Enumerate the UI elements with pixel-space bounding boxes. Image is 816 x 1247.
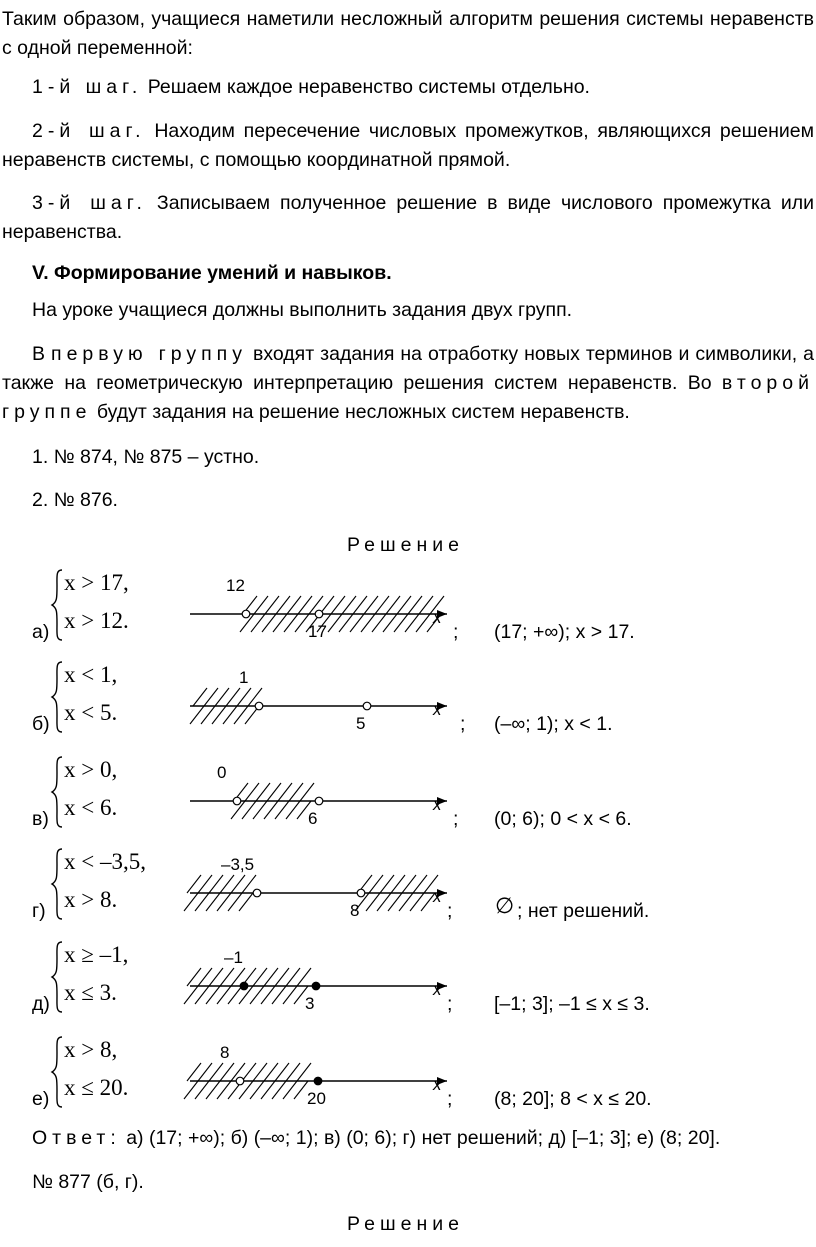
hatch-mark	[250, 986, 264, 1004]
point-b-label: 5	[356, 714, 366, 733]
inequality-second: x > 12.	[64, 608, 129, 633]
hatch-mark	[206, 1081, 220, 1099]
hatch-mark	[353, 596, 367, 614]
hatch-mark	[242, 801, 256, 819]
answer-line	[32, 1124, 720, 1153]
item-3: № 877 (б, г).	[32, 1171, 144, 1193]
section-title: V. Формирование умений и навыков.	[32, 262, 392, 284]
separator: ;	[453, 621, 459, 643]
hatch-mark	[377, 893, 391, 911]
hatch-mark	[242, 1063, 256, 1081]
hatch-mark	[234, 706, 248, 724]
hatch-mark	[184, 893, 198, 911]
groups-second: второй группе	[2, 372, 814, 423]
hatch-mark	[264, 1063, 278, 1081]
hatch-mark	[250, 1081, 264, 1099]
hatch-mark	[397, 596, 411, 614]
point-b-marker	[312, 982, 320, 990]
step-2-text: Находим пересечение числовых промежутков, являющихся решением неравенств системы, с помощью координатной прямой.	[2, 120, 814, 171]
hatch-mark	[408, 596, 422, 614]
point-a-marker	[233, 797, 241, 805]
inequality-second: x ≤ 20.	[64, 1075, 129, 1100]
hatch-mark	[287, 596, 301, 614]
hatch-mark	[286, 968, 300, 986]
point-a-marker	[253, 889, 261, 897]
hatch-mark	[375, 596, 389, 614]
hatch-mark	[342, 596, 356, 614]
hatch-mark	[391, 875, 405, 893]
hatch-mark	[245, 783, 259, 801]
item-2: 2. № 876.	[32, 489, 118, 511]
hatch-mark	[328, 614, 342, 632]
hatch-mark	[399, 893, 413, 911]
hatch-mark	[286, 1063, 300, 1081]
hatch-mark	[195, 1081, 209, 1099]
system-answer: ; нет решений.	[517, 900, 650, 922]
hatch-mark	[297, 1063, 311, 1081]
hatch-mark	[253, 1063, 267, 1081]
hatch-mark	[220, 1063, 234, 1081]
hatch-mark	[228, 893, 242, 911]
hatch-mark	[254, 596, 268, 614]
hatch-mark	[193, 688, 207, 706]
hatch-mark	[253, 801, 267, 819]
hatch-mark	[405, 614, 419, 632]
hatch-mark	[253, 968, 267, 986]
system-answer: (17; +∞); x > 17.	[494, 621, 635, 643]
hatch-mark	[198, 875, 212, 893]
hatch-mark	[361, 614, 375, 632]
hatch-mark	[237, 688, 251, 706]
hatch-mark	[264, 801, 278, 819]
step-1	[2, 73, 814, 102]
hatch-mark	[187, 1063, 201, 1081]
hatch-mark	[275, 801, 289, 819]
axis-variable-label: x	[433, 887, 442, 906]
hatch-mark	[226, 688, 240, 706]
hatch-mark	[416, 614, 430, 632]
solution-heading: Решение	[347, 534, 464, 556]
hatch-mark	[209, 1063, 223, 1081]
hatch-mark	[267, 783, 281, 801]
hatch-mark	[286, 801, 300, 819]
inequality-second: x > 8.	[64, 887, 118, 912]
hatch-mark	[283, 986, 297, 1004]
inequality-first: x < –3,5,	[64, 849, 146, 874]
hatch-mark	[331, 596, 345, 614]
groups-text-b: входят задания на отработку новых терминов и символики, а также на геометрическую интерпретацию решения систем неравенств. Во	[2, 343, 815, 394]
axis-variable-label: x	[433, 700, 442, 719]
point-a-label: –3,5	[221, 855, 255, 874]
hatch-mark	[402, 875, 416, 893]
hatch-mark	[275, 1063, 289, 1081]
separator: ;	[460, 713, 466, 735]
hatch-mark	[187, 875, 201, 893]
hatch-mark	[394, 614, 408, 632]
hatch-mark	[220, 968, 234, 986]
number-line	[180, 950, 460, 1022]
hatch-mark	[278, 783, 292, 801]
groups-text-a: В	[32, 343, 52, 365]
point-b-label: 6	[308, 809, 318, 828]
point-a-label: 12	[226, 576, 245, 595]
point-b-marker	[357, 889, 365, 897]
hatch-mark	[217, 1081, 231, 1099]
answer-label: Ответ:	[32, 1127, 121, 1149]
system-label: е)	[32, 1088, 50, 1110]
hatch-mark	[209, 968, 223, 986]
hatch-mark	[386, 596, 400, 614]
inequality-second: x < 6.	[64, 795, 118, 820]
point-b-label: 17	[308, 622, 327, 641]
hatch-mark	[369, 875, 383, 893]
point-b-label: 8	[350, 901, 360, 920]
hatch-mark	[295, 614, 309, 632]
separator: ;	[447, 993, 453, 1015]
hatch-mark	[366, 893, 380, 911]
step-1-text: Решаем каждое неравенство системы отдельно.	[142, 76, 590, 98]
hatch-mark	[372, 614, 386, 632]
hatch-mark	[184, 1081, 198, 1099]
point-a-marker	[255, 702, 263, 710]
solution-heading-2: Решение	[347, 1213, 464, 1235]
inequality-first: x > 0,	[64, 757, 118, 782]
system-answer: [–1; 3]; –1 ≤ x ≤ 3.	[494, 993, 650, 1015]
inequality-second: x < 5.	[64, 700, 118, 725]
hatch-mark	[284, 614, 298, 632]
hatch-mark	[272, 1081, 286, 1099]
item-1: 1. № 874, № 875 – устно.	[32, 446, 260, 468]
hatch-mark	[251, 614, 265, 632]
hatch-mark	[261, 1081, 275, 1099]
paragraph-algorithm: Таким образом, учащиеся наметили несложный алгоритм решения системы неравенств с одной переменной:	[2, 8, 814, 59]
system-label: б)	[32, 713, 50, 735]
system-label: в)	[32, 808, 49, 830]
step-3-text: Записываем полученное решение в виде числового промежутка или неравенства.	[2, 192, 814, 243]
groups-text-c: будут задания на решение несложных систем неравенств.	[91, 401, 630, 423]
point-a-marker	[236, 1077, 244, 1085]
hatch-mark	[209, 875, 223, 893]
hatch-mark	[410, 893, 424, 911]
hatch-mark	[195, 986, 209, 1004]
separator: ;	[447, 1088, 453, 1110]
hatch-mark	[380, 875, 394, 893]
brace-icon	[50, 847, 64, 921]
hatch-mark	[206, 986, 220, 1004]
answer-text: а) (17; +∞); б) (–∞; 1); в) (0; 6); г) нет решений; д) [–1; 3]; е) (8; 20].	[120, 1127, 721, 1149]
system-answer: (8; 20]; 8 < x ≤ 20.	[494, 1088, 652, 1110]
hatch-mark	[239, 893, 253, 911]
point-b-marker	[315, 797, 323, 805]
separator: ;	[453, 808, 459, 830]
step-2-label: 2-й шаг.	[32, 120, 146, 142]
hatch-mark	[195, 893, 209, 911]
hatch-mark	[261, 986, 275, 1004]
axis-variable-label: x	[433, 795, 442, 814]
hatch-mark	[298, 596, 312, 614]
hatch-mark	[212, 706, 226, 724]
hatch-mark	[283, 1081, 297, 1099]
hatch-mark	[264, 968, 278, 986]
hatch-mark	[220, 875, 234, 893]
system-label: д)	[32, 993, 50, 1015]
hatch-mark	[262, 614, 276, 632]
axis-variable-label: x	[433, 608, 442, 627]
brace-icon	[50, 568, 64, 642]
hatch-mark	[217, 986, 231, 1004]
step-1-label: 1-й шаг.	[32, 76, 143, 98]
hatch-mark	[231, 875, 245, 893]
hatch-mark	[184, 986, 198, 1004]
hatch-mark	[419, 596, 433, 614]
inequality-second: x ≤ 3.	[64, 980, 117, 1005]
step-2	[2, 117, 814, 175]
hatch-mark	[350, 614, 364, 632]
brace-icon	[50, 1035, 64, 1109]
system-answer: (0; 6); 0 < x < 6.	[494, 808, 632, 830]
hatch-mark	[300, 783, 314, 801]
groups-first: первую группу	[51, 343, 247, 365]
hatch-mark	[187, 968, 201, 986]
hatch-mark	[223, 706, 237, 724]
brace-icon	[50, 940, 64, 1014]
system-label: г)	[32, 900, 46, 922]
point-a-label: –1	[224, 948, 243, 967]
hatch-mark	[217, 893, 231, 911]
hatch-mark	[206, 893, 220, 911]
point-a-label: 1	[239, 668, 249, 687]
hatch-mark	[276, 596, 290, 614]
axis-variable-label: x	[433, 980, 442, 999]
axis-variable-label: x	[433, 1075, 442, 1094]
groups-paragraph	[2, 340, 814, 427]
step-3	[2, 189, 814, 247]
inequality-first: x ≥ –1,	[64, 942, 129, 967]
point-a-label: 0	[217, 763, 227, 782]
point-b-marker	[315, 610, 323, 618]
hatch-mark	[364, 596, 378, 614]
step-3-label: 3-й шаг.	[32, 192, 147, 214]
brace-icon	[50, 755, 64, 829]
hatch-mark	[275, 968, 289, 986]
number-line	[180, 670, 460, 742]
brace-icon	[50, 660, 64, 734]
system-answer: (–∞; 1); x < 1.	[494, 713, 613, 735]
point-b-label: 20	[307, 1089, 326, 1108]
point-a-marker	[242, 610, 250, 618]
hatch-mark	[339, 614, 353, 632]
hatch-mark	[198, 968, 212, 986]
hatch-mark	[198, 1063, 212, 1081]
point-b-label: 3	[305, 994, 315, 1013]
hatch-mark	[228, 986, 242, 1004]
hatch-mark	[388, 893, 402, 911]
hatch-mark	[289, 783, 303, 801]
point-b-marker	[363, 702, 371, 710]
hatch-mark	[201, 706, 215, 724]
hatch-mark	[413, 875, 427, 893]
hatch-mark	[272, 986, 286, 1004]
inequality-first: x > 17,	[64, 570, 129, 595]
hatch-mark	[297, 968, 311, 986]
intro-paragraph: На уроке учащиеся должны выполнить задания двух групп.	[32, 299, 573, 321]
separator: ;	[447, 900, 453, 922]
point-a-label: 8	[220, 1043, 230, 1062]
point-b-marker	[314, 1077, 322, 1085]
hatch-mark	[215, 688, 229, 706]
system-label: а)	[32, 621, 50, 643]
empty-set-symbol: ∅	[495, 894, 515, 919]
hatch-mark	[294, 1081, 308, 1099]
inequality-first: x > 8,	[64, 1037, 118, 1062]
hatch-mark	[256, 783, 270, 801]
hatch-mark	[273, 614, 287, 632]
hatch-mark	[204, 688, 218, 706]
point-a-marker	[240, 982, 248, 990]
hatch-mark	[383, 614, 397, 632]
hatch-mark	[265, 596, 279, 614]
hatch-mark	[190, 706, 204, 724]
inequality-first: x < 1,	[64, 662, 118, 687]
